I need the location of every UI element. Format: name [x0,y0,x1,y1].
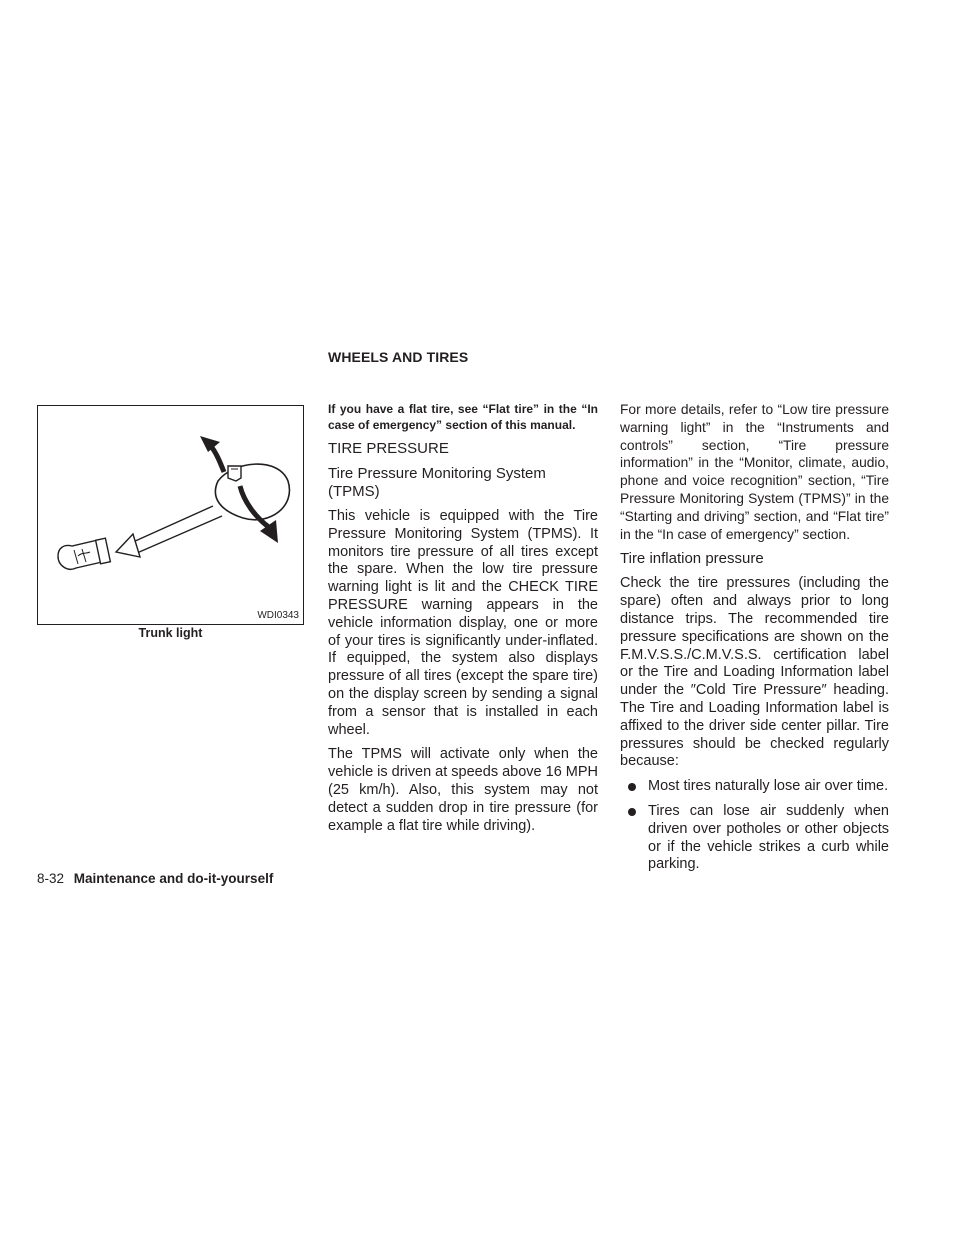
remove-arrow-up [210,445,224,472]
trunk-light-illustration [38,406,303,624]
list-item-text: Tires can lose air suddenly when driven over potholes or other objects or if the vehicle strikes a curb while parking. [648,802,889,873]
middle-column [328,401,598,842]
tpms-paragraph: This vehicle is equipped with the Tire Pressure Monitoring System (TPMS). It monitors tire pressure of all tires except the spare. When the low tire pressure warning light is lit and the CHECK TIRE PRESSURE warning appears in the vehicle information display, one or more of your tires is significantly under-inflated. If equipped, the system also displays pressure of all tires (except the spare tire) on the display screen by sending a signal from a sensor that is installed in each wheel. [328,508,598,738]
rotate-arrow-down [240,486,270,528]
bullet-icon [628,808,636,816]
figure-caption: Trunk light [138,626,203,640]
tire-pressure-heading: TIRE PRESSURE [328,440,449,457]
bullet-icon [628,783,636,791]
page-number: 8-32 [37,871,65,886]
list-item-text: Most tires naturally lose air over time. [648,778,889,795]
lamp-clip [228,466,241,481]
right-column [620,401,889,881]
flat-tire-note: If you have a flat tire, see “Flat tire” in the “In case of emergency” section of this manual. [328,402,598,432]
list-item [620,803,889,874]
figure-code: WDI0343 [257,610,299,621]
inflation-heading: Tire inflation pressure [620,550,764,568]
bulb-icon [58,538,110,569]
tpms-heading: Tire Pressure Monitoring System (TPMS) [328,465,546,500]
remove-arrow-up-head [200,436,220,452]
reference-paragraph: For more details, refer to “Low tire pressure warning light” in the “Instruments and controls” section, “Tire pressure information” in the “Monitor, climate, audio, phone and voice recognition” section, “Tire Pressure Monitoring System (TPMS)” in the “Starting and driving” section, and “Flat tire” in the “In case of emergency” section. [620,402,889,542]
tpms-activation-paragraph: The TPMS will activate only when the vehicle is driven at speeds above 16 MPH (25 km/h). Also, this system may not detect a sudden drop in tire pressure (for example a flat tire while driving). [328,746,599,834]
reasons-list [620,778,889,874]
page-footer [37,871,273,886]
trunk-light-figure [37,405,304,625]
section-heading: WHEELS AND TIRES [328,349,469,365]
list-item [620,778,889,796]
check-pressure-paragraph: Check the tire pressures (including the spare) often and always prior to long distance trips. The recommended tire pressure specifications are shown on the F.M.V.S.S./C.M.V.S.S. certification label or the Tire and Loading Information label under the ″Cold Tire Pressure″ heading. The Tire and Loading Information label is affixed to the driver side center pillar. Tire pressures should be checked regularly because: [620,575,889,770]
leader-arrow-head [116,534,140,557]
footer-section-title: Maintenance and do-it-yourself [73,871,274,886]
